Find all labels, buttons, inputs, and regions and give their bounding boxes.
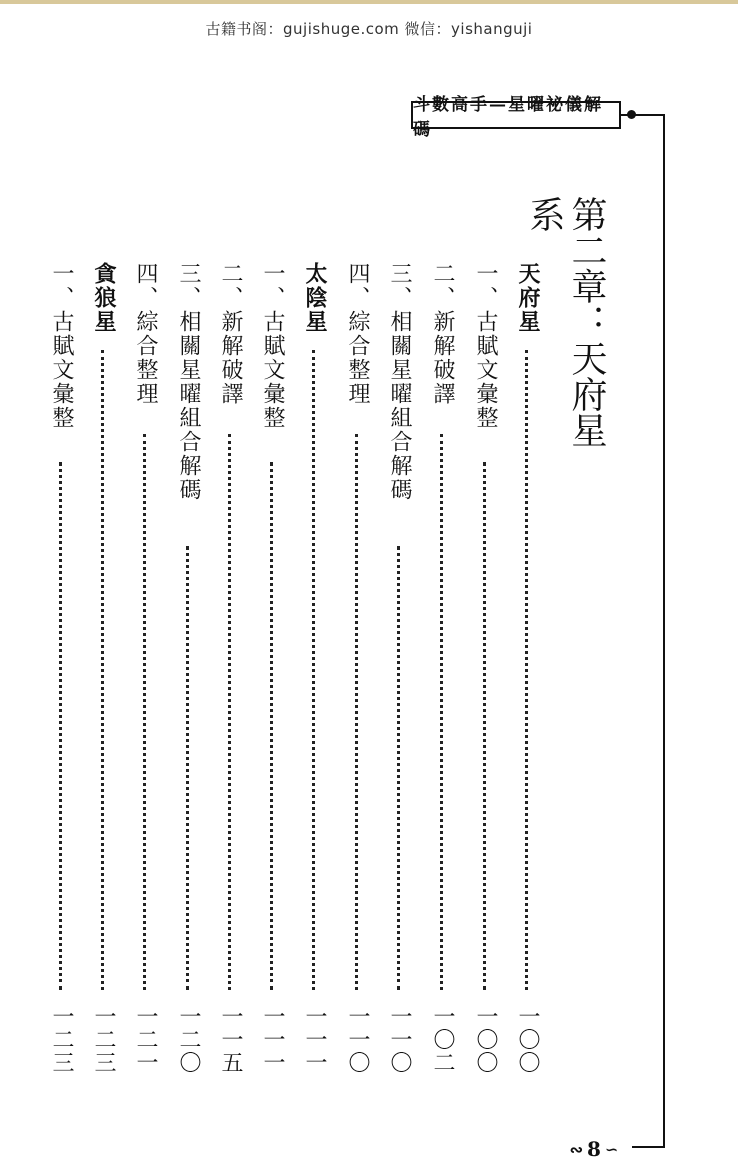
leader-dots — [440, 434, 443, 990]
toc-subsection-title: 一、古賦文彙整 — [49, 262, 74, 430]
toc-subsection-title: 一、古賦文彙整 — [260, 262, 285, 430]
toc-entry — [48, 262, 74, 1074]
toc-subsection-title: 二、新解破譯 — [430, 262, 455, 406]
leader-dots — [228, 434, 231, 990]
leader-dots — [312, 350, 315, 990]
toc-subsection-title: 四、綜合整理 — [133, 262, 158, 406]
toc-entry — [429, 262, 455, 1074]
toc-page-number: 一一一 — [260, 1005, 285, 1074]
leader-dots — [483, 462, 486, 990]
toc-page-number: 一二一 — [133, 1005, 158, 1074]
leader-dots — [397, 546, 400, 990]
toc-section-title: 貪狼星 — [91, 262, 116, 334]
toc-page-number: 一一〇 — [387, 1005, 412, 1074]
toc-entry — [344, 262, 370, 1074]
chapter-title: 第二章：天府星系 — [524, 196, 607, 448]
leader-dots — [270, 462, 273, 990]
toc-page-number: 一二三 — [91, 1005, 116, 1074]
leader-dots — [355, 434, 358, 990]
toc-section-title: 太陰星 — [302, 262, 327, 334]
watermark-text: 古籍书阁：gujishuge.com 微信：yishanguji — [205, 20, 533, 38]
toc-entry — [259, 262, 285, 1074]
toc-section-title: 天府星 — [515, 262, 540, 334]
toc-subsection-title: 一、古賦文彙整 — [473, 262, 498, 430]
frame-line-right — [663, 114, 665, 1148]
toc-entry — [472, 262, 498, 1074]
toc-entry — [132, 262, 158, 1074]
toc-entry — [386, 262, 412, 1074]
leader-dots — [525, 350, 528, 990]
toc-page-number: 一一五 — [218, 1005, 243, 1074]
leader-dots — [59, 462, 62, 990]
toc-subsection-title: 二、新解破譯 — [218, 262, 243, 406]
frame-dot — [627, 110, 636, 119]
top-border — [0, 0, 738, 4]
leader-dots — [143, 434, 146, 990]
toc-entry — [90, 262, 116, 1074]
toc-page-number: 一〇二 — [430, 1005, 455, 1074]
toc-page-number: 一一一 — [302, 1005, 327, 1074]
toc-entry — [301, 262, 327, 1074]
toc-page-number: 一二〇 — [176, 1005, 201, 1074]
toc-page-number: 一〇〇 — [515, 1005, 540, 1074]
toc-subsection-title: 四、綜合整理 — [345, 262, 370, 406]
leader-dots — [101, 350, 104, 990]
page-number — [556, 1136, 632, 1162]
toc-subsection-title: 三、相關星曜組合解碼 — [387, 262, 412, 502]
toc-page-number: 一一〇 — [345, 1005, 370, 1074]
toc-subsection-title: 三、相關星曜組合解碼 — [176, 262, 201, 502]
toc-page-number: 一二三 — [49, 1005, 74, 1074]
page-number-value: 8 — [587, 1137, 601, 1161]
frame-line-bottom — [632, 1146, 665, 1148]
running-header: 斗數高手—星曜祕儀解碼 — [411, 101, 621, 129]
toc-entry — [217, 262, 243, 1074]
toc-entry — [175, 262, 201, 1074]
left-ornament-icon: ∾ — [569, 1139, 584, 1159]
right-ornament-icon: ∽ — [604, 1139, 619, 1159]
toc-entry — [514, 262, 540, 1074]
toc-page-number: 一〇〇 — [473, 1005, 498, 1074]
leader-dots — [186, 546, 189, 990]
